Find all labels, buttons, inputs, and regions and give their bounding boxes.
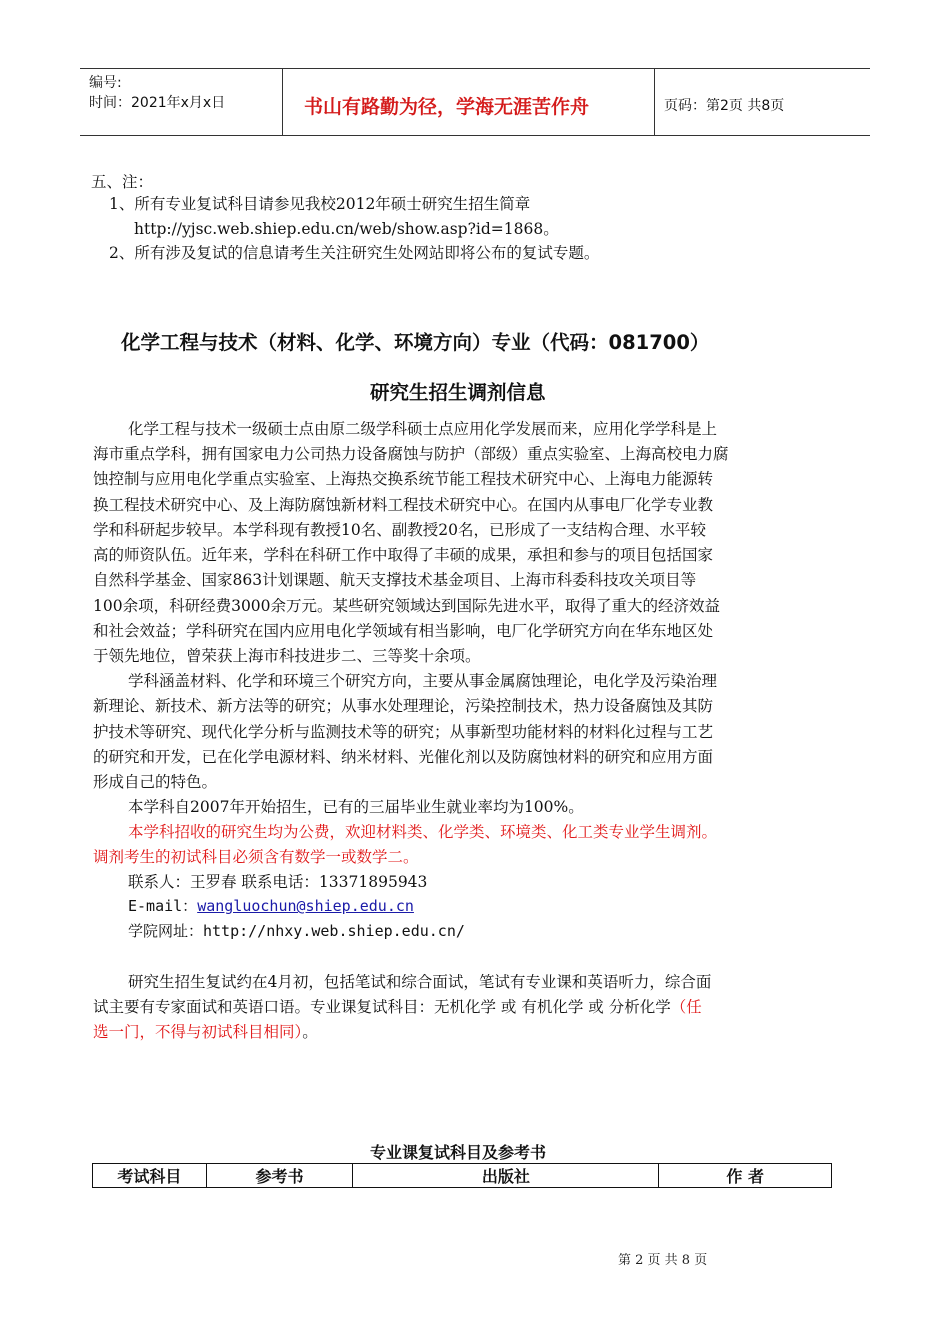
col-header-subject: 考试科目 (93, 1164, 207, 1188)
col-header-author: 作 者 (659, 1164, 832, 1188)
transfer-notice-line: 本学科招收的研究生均为公费，欢迎材料类、化学类、环境类、化工类专业学生调剂。 (128, 823, 718, 841)
paragraph-2-line: 学科涵盖材料、化学和环境三个研究方向，主要从事金属腐蚀理论，电化学及污染治理 (128, 672, 718, 690)
notes-item-1-url[interactable]: http://yjsc.web.shiep.edu.cn/web/show.asp?id=1868。 (134, 220, 559, 238)
notes-heading: 五、注： (91, 173, 154, 191)
paragraph-1-line: 换工程技术研究中心、及上海防腐蚀新材料工程技术研究中心。在国内从事电厂化学专业教 (93, 496, 714, 514)
col-header-book: 参考书 (206, 1164, 353, 1188)
retest-line (93, 1020, 318, 1042)
page-footer: 第 2 页 共 8 页 (618, 1253, 708, 1268)
college-website: 学院网址：http://nhxy.web.shiep.edu.cn/ (128, 922, 465, 940)
paragraph-1-line: 于领先地位，曾荣获上海市科技进步二、三等奖十余项。 (93, 647, 481, 665)
paragraph-2-line: 护技术等研究、现代化学分析与监测技术等的研究；从事新型功能材料的材料化过程与工艺 (93, 723, 714, 741)
paragraph-1-line: 海市重点学科，拥有国家电力公司热力设备腐蚀与防护（部级）重点实验室、上海高校电力腐 (93, 445, 729, 463)
retest-line (93, 995, 702, 1017)
col-header-publisher: 出版社 (353, 1164, 659, 1188)
paragraph-1-line: 学和科研起步较早。本学科现有教授10名、副教授20名，已形成了一支结构合理、水平较 (93, 521, 706, 539)
retest-note: 选一门，不得与初试科目相同） (93, 1023, 303, 1041)
contact-info: 联系人：王罗春 联系电话：13371895943 (128, 873, 428, 891)
paragraph-2-line: 新理论、新技术、新方法等的研究；从事水处理理论，污染控制技术，热力设备腐蚀及其防 (93, 697, 714, 715)
header-separator (282, 68, 283, 135)
paragraph-2-line: 形成自己的特色。 (93, 773, 218, 791)
section-subtitle: 研究生招生调剂信息 (370, 381, 546, 404)
header-top-rule (80, 68, 870, 69)
paragraph-1-line: 和社会效益；学科研究在国内应用电化学领域有相当影响，电厂化学研究方向在华东地区处 (93, 622, 714, 640)
header-bottom-rule (80, 135, 870, 136)
paragraph-1-line: 化学工程与技术一级硕士点由原二级学科硕士点应用化学发展而来，应用化学学科是上 (128, 420, 718, 438)
email-label: E-mail： (128, 897, 198, 915)
notes-item-2: 2、所有涉及复试的信息请考生关注研究生处网站即将公布的复试专题。 (109, 244, 600, 262)
doc-number-label: 编号: (89, 75, 122, 91)
paragraph-1-line: 蚀控制与应用电化学重点实验室、上海热交换系统节能工程技术研究中心、上海电力能源转 (93, 470, 714, 488)
retest-note: （任 (670, 998, 702, 1016)
doc-time-label: 时间：2021年x月x日 (89, 95, 226, 111)
reference-table (92, 1163, 832, 1188)
paragraph-2-line: 的研究和开发，已在化学电源材料、纳米材料、光催化剂以及防腐蚀材料的研究和应用方面 (93, 748, 714, 766)
notes-item-1: 1、所有专业复试科目请参见我校2012年硕士研究生招生简章 (109, 195, 531, 213)
paragraph-1-line: 高的师资队伍。近年来，学科在科研工作中取得了丰硕的成果，承担和参与的项目包括国家 (93, 546, 714, 564)
table-title: 专业课复试科目及参考书 (370, 1143, 547, 1162)
paragraph-1-line: 自然科学基金、国家863计划课题、航天支撑技术基金项目、上海市科委科技攻关项目等 (93, 571, 697, 589)
paragraph-1-line: 100余项，科研经费3000余万元。某些研究领域达到国际先进水平，取得了重大的经济效益 (93, 597, 721, 615)
header-page-info: 页码：第2页 共8页 (664, 98, 785, 114)
email-link[interactable]: wangluochun@shiep.edu.cn (197, 897, 414, 915)
email-row (128, 895, 414, 916)
retest-end: 。 (302, 1023, 318, 1041)
retest-subjects: 试主要有专家面试和英语口语。专业课复试科目：无机化学 或 有机化学 或 分析化学 (93, 998, 671, 1016)
retest-line: 研究生招生复试约在4月初，包括笔试和综合面试，笔试有专业课和英语听力，综合面 (128, 973, 712, 991)
employment-rate-text: 本学科自2007年开始招生，已有的三届毕业生就业率均为100%。 (128, 798, 584, 816)
table-header-row (93, 1164, 832, 1188)
transfer-notice-line: 调剂考生的初试科目必须含有数学一或数学二。 (93, 848, 419, 866)
header-separator (654, 68, 655, 135)
header-motto: 书山有路勤为径，学海无涯苦作舟 (304, 96, 590, 118)
section-title: 化学工程与技术（材料、化学、环境方向）专业（代码：081700） (121, 331, 710, 354)
